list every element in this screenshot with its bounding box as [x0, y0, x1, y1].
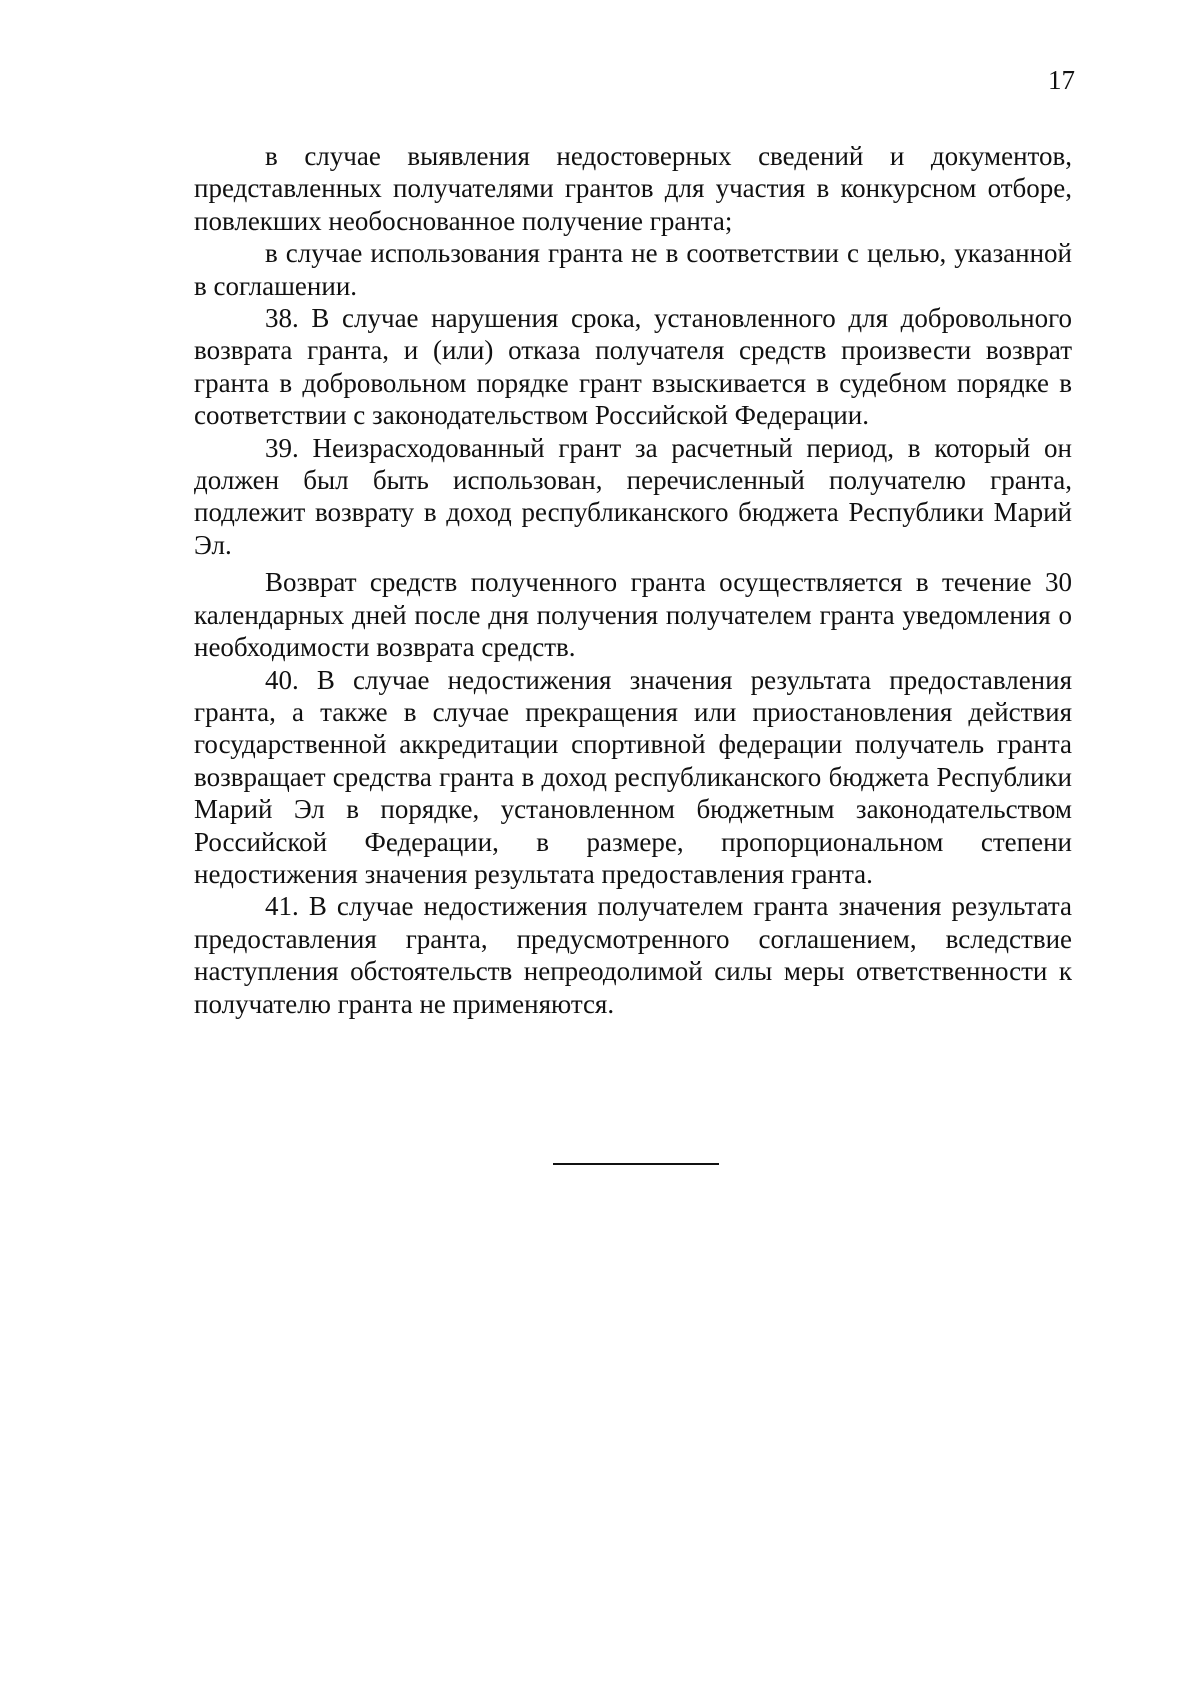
paragraph-misuse-of-grant: в случае использования гранта не в соответствии с целью, указанной в соглашении.	[194, 238, 1072, 301]
paragraph-38-judicial-recovery: 38. В случае нарушения срока, установленного для добровольного возврата гранта, и (или) отказа получателя средств произвести возврат гранта в добровольном порядке грант взыскивается в судебном порядке в соответствии с законодательством Российской Федерации.	[194, 303, 1072, 431]
paragraph-41-force-majeure: 41. В случае недостижения получателем гранта значения результата предоставления гранта, предусмотренного соглашением, вследствие наступления обстоятельств непреодолимой силы меры ответственности к получателю гранта не применяются.	[194, 891, 1072, 1019]
paragraph-40-result-not-achieved: 40. В случае недостижения значения результата предоставления гранта, а также в случае прекращения или приостановления действия государственной аккредитации спортивной федерации получатель гранта возвращает средства гранта в доход республиканского бюджета Республики Марий Эл в порядке, установленном бюджетным законодательством Российской Федерации, в размере, пропорциональном степени недостижения значения результата предоставления гранта.	[194, 664, 1072, 889]
document-body	[194, 140, 1072, 1020]
page-number: 17	[1048, 65, 1075, 95]
paragraph-unreliable-information: в случае выявления недостоверных сведений и документов, представленных получателями грантов для участия в конкурсном отборе, повлекших необоснованное получение гранта;	[194, 141, 1072, 236]
paragraph-return-term: Возврат средств полученного гранта осуществляется в течение 30 календарных дней после дня получения получателем гранта уведомления о необходимости возврата средств.	[194, 567, 1072, 663]
end-of-document-rule	[553, 1163, 719, 1165]
paragraph-39-unspent-grant: 39. Неизрасходованный грант за расчетный период, в который он должен был быть использован, перечисленный получателю гранта, подлежит возврату в доход республиканского бюджета Республики Марий Эл.	[194, 432, 1072, 560]
